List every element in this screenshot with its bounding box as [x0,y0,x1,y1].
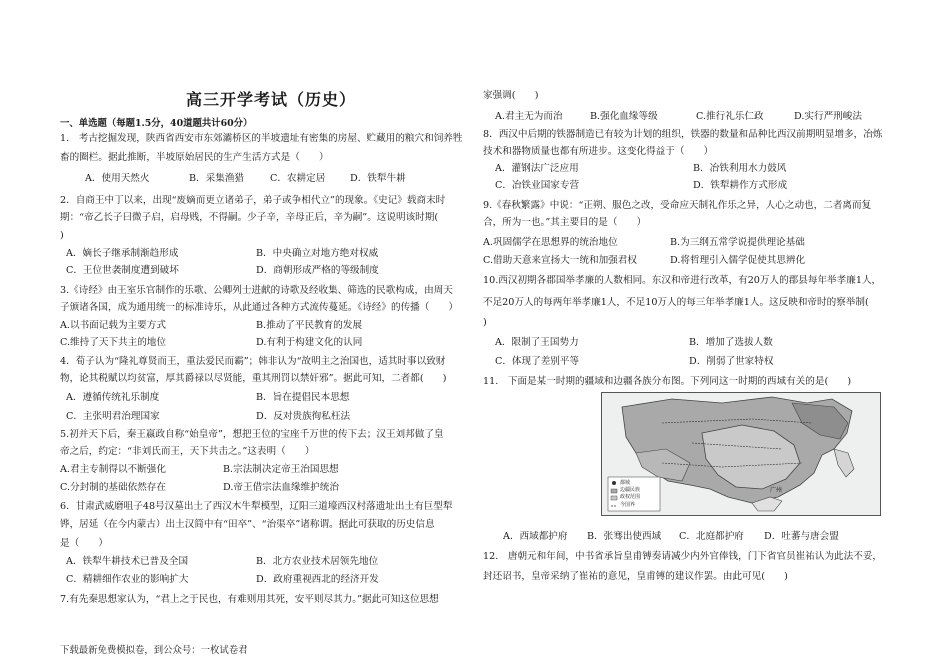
option-d[interactable]: D.有利于构建文化的认同 [256,337,363,348]
option-c[interactable]: C．体现了差别平等 [495,356,580,367]
question-5-stem: 5.初并天下后，秦王嬴政自称“始皇帝”，想把王位的宝座千万世的传下去；汉王刘邦做了皇 [60,429,444,440]
option-c[interactable]: C．农耕定居 [270,173,326,184]
question-1-stem: 1. 考古挖掘发现，陕西省西安市东郊灞桥区的半坡遗址有密集的房屋、贮藏用的粮穴和饲养牲 [60,133,463,144]
map-graphic [602,393,880,515]
option-b[interactable]: B.强化血缘等级 [590,111,658,122]
option-c[interactable]: C.维持了天下共主的地位 [60,337,166,348]
map-legend-regime: 政权范围 [620,494,641,500]
question-6-stem: 铧，居延（在今内蒙古）出土汉简中有“田卒”、“治渠卒”诸称谓。据此可获取的历史信息 [60,519,435,530]
option-b[interactable]: B．增加了选拔人数 [689,337,773,348]
section-heading: 一、单选题（每题1.5分，40道题共计60分） [60,118,253,129]
map-legend-ethnic: 边疆民族 [620,487,641,493]
option-b[interactable]: B.宗法制决定帝王治国思想 [223,464,339,475]
option-b[interactable]: B．张骞出使西域 [587,531,662,542]
question-2-stem: 2．自商王中丁以来，出现“废嫡而更立诸弟子，弟子或争相代立”的现象。《史记》载商末时 [60,195,446,206]
option-d[interactable]: D．吐蕃与唐会盟 [764,531,839,542]
question-4-stem: 4．荀子认为“隆礼尊贤而王，重法爱民而霸”；韩非认为“故明主之治国也，适其时事以致财 [60,356,446,367]
option-c[interactable]: C．冶铁业国家专营 [495,180,580,191]
option-b[interactable]: B．中央确立对地方绝对权威 [256,248,379,259]
option-c[interactable]: C.分封制的基础依然存在 [60,482,166,493]
question-10-stem: ) [483,317,487,328]
question-5-stem: 帝之后，约定：“非刘氏而王，天下共击之。”这表明（ ） [60,446,315,457]
option-a[interactable]: A．遵循传统礼乐制度 [66,392,160,403]
option-a[interactable]: A．嫡长子继承制渐趋形成 [66,248,179,259]
question-11-stem: 11. 下面是某一时期的疆域和边疆各族分布图。下列同这一时期的西域有关的是( ) [483,376,852,387]
option-b[interactable]: B．旨在提倡民本思想 [256,392,350,403]
question-4-stem: 物，论其税赋以均贫富，厚其爵禄以尽贤能，重其刑罚以禁奸邪”。据此可知，二者都( ) [60,373,447,384]
option-d[interactable]: D.实行严刑峻法 [794,111,862,122]
option-a[interactable]: A．铁犁牛耕技术已普及全国 [66,556,189,567]
option-d[interactable]: D．政府重视西北的经济开发 [256,574,379,585]
question-8-stem: 8．西汉中后期的铁器制造已有较为计划的组织，铁器的数量和品种比西汉前期明显增多，冶炼 [483,129,883,140]
option-d[interactable]: D．铁犁牛耕 [350,173,406,184]
option-a[interactable]: A．限制了王国势力 [495,337,579,348]
option-c[interactable]: C.推行礼乐仁政 [696,111,764,122]
question-1-stem: 畜的圈栏。据此推断，半坡原始居民的生产生活方式是（ ） [60,152,329,163]
option-a[interactable]: A.巩固儒学在思想界的统治地位 [483,237,618,248]
question-12-stem: 封还诏书，皇帝采纳了崔祐的意见，皇甫镈的建议作罢。由此可见( ) [483,571,788,582]
option-a[interactable]: A.君主无为而治 [495,111,563,122]
option-b[interactable]: B.推动了平民教育的发展 [256,320,363,331]
option-a[interactable]: A.君主专制得以不断强化 [60,464,166,475]
option-b[interactable]: B．采集渔猎 [189,173,245,184]
question-10-stem: 10.西汉初期各郡国举孝廉的人数相同。东汉和帝进行改革，有20万人的郡县每年举孝廉1人， [483,275,882,286]
option-c[interactable]: C．王位世袭制度遭到破坏 [66,265,179,276]
option-d[interactable]: D．铁犁耕作方式形成 [693,180,788,191]
question-9-stem: 9.《春秋繁露》中说：“正朔、服色之改，受命应天制礼作乐之异，人心之动也，二者离而复 [483,200,872,211]
question-2-stem: 期：“帝乙长子曰微子启，启母贱，不得嗣。少子辛，辛母正后，辛为嗣”。这说明该时期( [60,212,439,223]
question-8-stem: 技术和器物质量也都有所进步。这变化得益于（ ） [483,146,714,157]
option-a[interactable]: A．灌钢法广泛应用 [495,163,579,174]
question-6-stem: 是（ ） [60,538,108,549]
map-legend-border: 今国界 [620,502,636,508]
option-c[interactable]: C.借助天意来宣扬大一统和加强君权 [483,255,637,266]
option-d[interactable]: D．削弱了世家特权 [689,356,774,367]
option-a[interactable]: A．西域都护府 [503,531,568,542]
question-12-stem: 12. 唐朝元和年间，中书省承旨皇甫镈奏请减少内外官俸钱，门下省官员崔祐认为此法不妥， [483,551,883,562]
option-c[interactable]: C．北庭都护府 [679,531,744,542]
question-3-stem: 3.《诗经》由王室乐官制作的乐歌、公卿列士进献的诗歌及经收集、筛选的民歌构成，由周天 [60,285,453,296]
question-6-stem: 6．甘肃武威磨咀子48号汉墓出土了西汉木牛犁模型，辽阳三道壕西汉村落遗址出土有巨型犁 [60,501,453,512]
question-9-stem: 合，所为一也。”其主要目的是（ ） [483,217,647,228]
exam-title: 高三开学考试（历史） [186,90,357,109]
option-c[interactable]: C．主张明君治理国家 [66,411,160,422]
question-7-stem: 家强调( ) [483,90,539,101]
map-legend-capital: 都城 [620,480,631,486]
footer-note: 下载最新免费模拟卷，到公众号：一枚试卷君 [60,645,248,656]
option-d[interactable]: D．反对贵族徇私枉法 [256,411,351,422]
question-7-stem: 7.有先秦思想家认为，“君上之于民也，有难则用其死，安平则尽其力。”据此可知这位思想 [60,594,439,605]
option-d[interactable]: D.将哲理引入儒学促使其思辨化 [670,255,806,266]
option-b[interactable]: B.为三纲五常学说提供理论基础 [670,237,805,248]
map-region-label: 广州 [770,487,783,494]
option-a[interactable]: A．使用天然火 [85,173,150,184]
option-c[interactable]: C．精耕细作农业的影响扩大 [66,574,189,585]
option-a[interactable]: A.以书面记载为主要方式 [60,320,166,331]
historical-map [601,392,881,516]
option-d[interactable]: D．商朝形成严格的等级制度 [256,265,379,276]
question-2-stem: ) [60,230,64,241]
option-b[interactable]: B．冶铁利用水力鼓风 [693,163,787,174]
question-10-stem: 不足20万人的每两年举孝廉1人，不足10万人的每三年举孝廉1人。这反映和帝时的察举制( [483,297,869,308]
option-d[interactable]: D.帝王借宗法血缘维护统治 [223,482,339,493]
option-b[interactable]: B．北方农业技术居领先地位 [256,556,379,567]
question-3-stem: 子颁诸各国，成为通用统一的标准诗乐，从此通过各种方式流传蔓延。《诗经》的传播（ ） [60,302,459,313]
